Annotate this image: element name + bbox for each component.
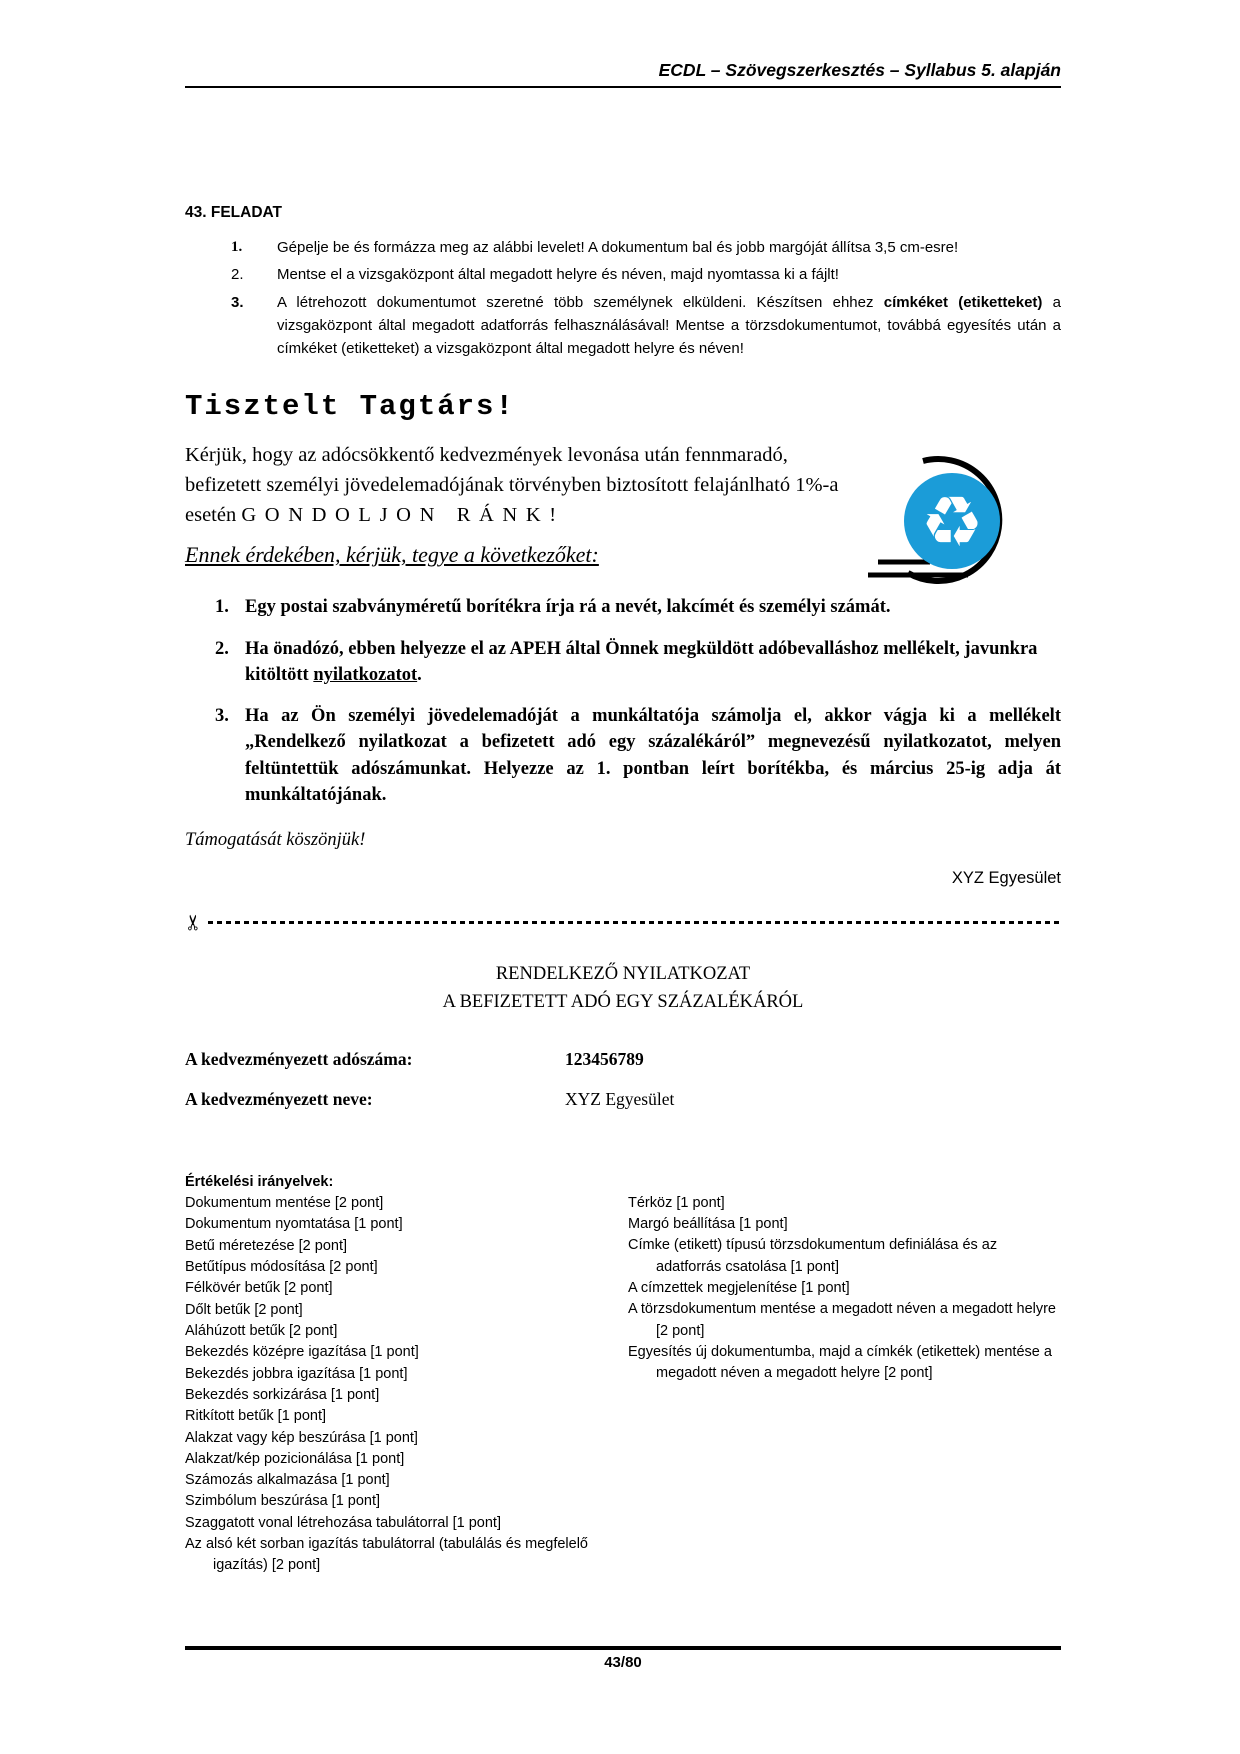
letter-closing: Támogatását köszönjük!	[185, 830, 366, 851]
evaluation-left-column	[185, 1172, 628, 1577]
declaration-tax-row	[185, 1049, 1061, 1070]
declaration-title	[185, 961, 1061, 1017]
page-content	[182, 0, 1061, 1577]
recycle-icon: ♻	[920, 481, 984, 563]
task-item-1-number: 1.	[231, 239, 243, 255]
evaluation-item: Bekezdés jobbra igazítása [1 pont]	[185, 1365, 408, 1382]
letter-body-text: Kérjük, hogy az adócsökkentő kedvezmények levonása után fennmaradó, befizetett személyi jövedelemadójának törvényben biztosított felajánlható 1%-a esetén	[185, 444, 839, 526]
letter-step-2-text	[245, 636, 1061, 689]
evaluation-item: Bekezdés középre igazítása [1 pont]	[185, 1344, 419, 1361]
evaluation-item: Betű méretezése [2 pont]	[185, 1237, 348, 1254]
beneficiary-name-label: A kedvezményezett neve:	[185, 1088, 373, 1109]
task-item-3	[185, 291, 1061, 361]
task-instruction-list	[185, 236, 1061, 360]
letter-step-1-text: Egy postai szabványméretű borítékra írja rá a nevét, lakcímét és személyi számát.	[245, 597, 891, 618]
evaluation-item: Margó beállítása [1 pont]	[628, 1216, 788, 1233]
dashed-cut-rule	[208, 921, 1061, 924]
letter-signature: XYZ Egyesület	[951, 869, 1061, 888]
declaration-title-line2: A BEFIZETETT ADÓ EGY SZÁZALÉKÁRÓL	[442, 992, 804, 1013]
task-item-3-post: a vizsgaközpont által megadott adatforrás felhasználásával! Mentse a törzsdokumentumot, továbbá egyesítés után a címkéket (etiketteket) a vizsgaközpont által megadott helyre és néven!	[277, 293, 1061, 357]
page-header	[185, 0, 1061, 88]
declaration-name-row	[185, 1089, 1061, 1110]
evaluation-item: Számozás alkalmazása [1 pont]	[185, 1472, 390, 1489]
task-item-2-text: Mentse el a vizsgaközpont által megadott helyre és néven, majd nyomtassa ki a fájlt!	[277, 266, 839, 284]
page-footer	[185, 1646, 1061, 1672]
evaluation-right-column	[628, 1172, 1061, 1577]
letter-step-2-post: .	[417, 664, 422, 685]
evaluation-item: Dokumentum nyomtatása [1 pont]	[185, 1216, 403, 1233]
evaluation-item: Alakzat/kép pozicionálása [1 pont]	[185, 1450, 405, 1467]
evaluation-item: Címke (etikett) típusú törzsdokumentum definiálása és az adatforrás csatolása [1 pont]	[628, 1237, 998, 1275]
evaluation-item: Szimbólum beszúrása [1 pont]	[185, 1493, 381, 1510]
letter-body-paragraph	[185, 441, 840, 530]
evaluation-item: Egyesítés új dokumentumba, majd a címkék (etikettek) mentése a megadott néven a megadott helyre [2 pont]	[628, 1343, 1052, 1382]
task-item-1	[185, 236, 1061, 259]
task-item-3-number: 3.	[231, 293, 244, 311]
task-heading: 43. FELADAT	[185, 204, 283, 221]
evaluation-left-items	[185, 1193, 628, 1577]
evaluation-item: Félkövér betűk [2 pont]	[185, 1280, 333, 1297]
letter-step-2-underlined: nyilatkozatot	[313, 664, 418, 685]
recycle-logo	[868, 448, 1038, 600]
tax-number-label: A kedvezményezett adószáma:	[185, 1048, 413, 1069]
evaluation-item: A címzettek megjelenítése [1 pont]	[628, 1280, 850, 1297]
evaluation-section	[185, 1172, 1061, 1577]
task-item-2	[185, 263, 1061, 286]
scissors-icon: ✂	[182, 913, 206, 932]
evaluation-item: Betűtípus módosítása [2 pont]	[185, 1259, 378, 1276]
evaluation-heading: Értékelési irányelvek:	[185, 1173, 334, 1190]
letter-step-3	[185, 703, 1061, 808]
letter-step-3-text: Ha az Ön személyi jövedelemadóját a munkáltatója számolja el, akkor vágja ki a mellékelt „Rendelkező nyilatkozat a befizetett adó egy százalékáról” megnevezésű nyilatkozatot, melyen feltüntettük adószámunkat. Helyezze az 1. pontban leírt borítékba, és március 25-ig adja át munkáltatójának.	[245, 706, 1061, 805]
header-title: ECDL – Szövegszerkesztés – Syllabus 5. alapján	[658, 60, 1061, 80]
task-item-2-number: 2.	[231, 266, 244, 284]
tax-number-value: 123456789	[565, 1048, 644, 1069]
cut-line	[182, 912, 1061, 933]
evaluation-item: Térköz [1 pont]	[628, 1194, 725, 1211]
task-item-1-text: Gépelje be és formázza meg az alábbi levelet! A dokumentum bal és jobb margóját állítsa 3,5 cm-esre!	[277, 239, 959, 256]
letter-salutation: Tisztelt Tagtárs!	[185, 390, 515, 424]
evaluation-item: Aláhúzott betűk [2 pont]	[185, 1322, 338, 1339]
evaluation-item: A törzsdokumentum mentése a megadott néven a megadott helyre [2 pont]	[628, 1301, 1056, 1339]
evaluation-item: Dőlt betűk [2 pont]	[185, 1301, 303, 1318]
task-item-3-pre: A létrehozott dokumentumot szeretné több személynek elküldeni. Készítsen ehhez	[277, 293, 884, 311]
task-item-3-text	[277, 291, 1061, 361]
evaluation-item: Bekezdés sorkizárása [1 pont]	[185, 1386, 380, 1403]
evaluation-item: Az alsó két sorban igazítás tabulátorral (tabulálás és megfelelő igazítás) [2 pont]	[185, 1536, 588, 1574]
letter-step-1-number: 1.	[215, 597, 229, 618]
evaluation-right-items	[628, 1193, 1061, 1385]
letter-steps-list	[185, 594, 1061, 808]
letter-subheading: Ennek érdekében, kérjük, tegye a következőket:	[185, 542, 599, 568]
declaration-title-line1: RENDELKEZŐ NYILATKOZAT	[495, 964, 751, 985]
letter-step-2	[185, 636, 1061, 689]
evaluation-item: Szaggatott vonal létrehozása tabulátorral [1 pont]	[185, 1514, 501, 1531]
task-item-3-bold: címkéket (etiketteket)	[883, 293, 1043, 311]
evaluation-item: Ritkított betűk [1 pont]	[185, 1408, 327, 1425]
letter-step-2-number: 2.	[215, 638, 229, 659]
evaluation-item: Alakzat vagy kép beszúrása [1 pont]	[185, 1429, 418, 1446]
letter-step-2-pre: Ha önadózó, ebben helyezze el az APEH által Önnek megküldött adóbevalláshoz mellékelt, javunkra kitöltött	[245, 638, 1038, 685]
evaluation-item: Dokumentum mentése [2 pont]	[185, 1195, 384, 1212]
beneficiary-name-value: XYZ Egyesület	[565, 1088, 675, 1109]
page-number: 43/80	[604, 1654, 642, 1671]
letter-step-3-number: 3.	[215, 706, 229, 727]
letter-body-spaced-text: GONDOLJON RÁNK!	[241, 503, 565, 526]
